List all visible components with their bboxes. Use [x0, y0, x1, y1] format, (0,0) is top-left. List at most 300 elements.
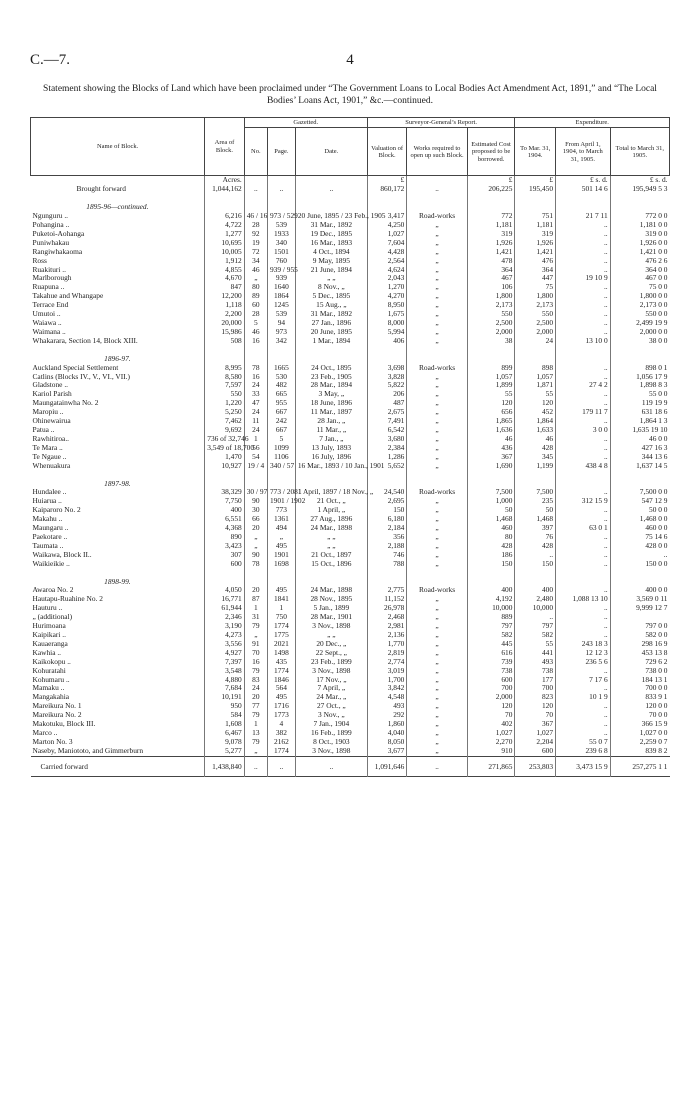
estimated-cost-cell: 120	[467, 702, 515, 711]
expenditure-to-cell: 1,864	[515, 417, 556, 426]
section-label: 1895-96—continued.	[86, 202, 149, 212]
expenditure-from-cell: ..	[556, 453, 611, 462]
estimated-cost-cell: 1,800	[467, 292, 515, 301]
brought-area: 1,044,162	[205, 185, 244, 194]
table-row	[31, 684, 670, 693]
area-cell: 38,329	[205, 488, 244, 497]
gazette-no-cell: 24	[244, 426, 267, 435]
table-row	[31, 631, 670, 640]
gazette-no-cell: 91	[244, 640, 267, 649]
block-name: Paekotare ..	[32, 531, 68, 541]
expenditure-to-cell: 452	[515, 408, 556, 417]
gazette-date-cell: 20 Dec., „	[295, 640, 367, 649]
gazette-no-cell: 92	[244, 230, 267, 239]
gazette-date-cell: „ „	[295, 274, 367, 283]
area-cell: 1,470	[205, 453, 244, 462]
expenditure-from-cell: ..	[556, 542, 611, 551]
expenditure-from-cell: 7 17 6	[556, 676, 611, 685]
table-row	[31, 595, 670, 604]
gazette-no-cell: 54	[244, 453, 267, 462]
table-row	[31, 426, 670, 435]
expenditure-to-cell: 441	[515, 649, 556, 658]
brought-forward-row: Brought forward 1,044,162 .. .. .. 860,172 .. 206,225 195,450 501 14 6 195,949 5 3	[31, 185, 670, 194]
valuation-cell: 1,270	[367, 283, 406, 292]
expenditure-total-cell: 427 16 3	[610, 444, 669, 453]
gazette-date-cell: 31 Mar., 1892	[295, 310, 367, 319]
estimated-cost-cell: 1,636	[467, 426, 515, 435]
expenditure-from-cell: ..	[556, 506, 611, 515]
table-row	[31, 462, 670, 471]
expenditure-from-cell: ..	[556, 319, 611, 328]
expenditure-from-cell: ..	[556, 711, 611, 720]
section-header	[31, 346, 670, 364]
gazette-page-cell: 1901 / 1902	[267, 497, 295, 506]
expenditure-total-cell: ..	[610, 551, 669, 560]
gazette-date-cell: 24 Mar., 1898	[295, 524, 367, 533]
block-name: Marlborough	[32, 273, 72, 283]
expenditure-from-cell: ..	[556, 230, 611, 239]
area-cell: 1,220	[205, 399, 244, 408]
block-name: Rawhitiroa..	[32, 433, 70, 443]
expenditure-total-cell: 1,056 17 9	[610, 373, 669, 382]
expenditure-to-cell: 1,871	[515, 381, 556, 390]
expenditure-total-cell: 55 0 0	[610, 390, 669, 399]
works-cell: „	[407, 328, 467, 337]
block-name: Kohuratahi	[32, 665, 66, 675]
block-name: Gladstone ..	[32, 380, 69, 390]
expenditure-total-cell: 476 2 6	[610, 257, 669, 266]
col-valuation: Valuation of Block.	[367, 128, 406, 176]
block-name: Maropiu ..	[32, 407, 64, 417]
expenditure-total-cell: 1,864 1 3	[610, 417, 669, 426]
expenditure-to-cell: 2,500	[515, 319, 556, 328]
expenditure-to-cell: 55	[515, 390, 556, 399]
expenditure-total-cell: 833 9 1	[610, 693, 669, 702]
page-number: 4	[346, 52, 354, 68]
expenditure-to-cell: 50	[515, 506, 556, 515]
works-cell: „	[407, 622, 467, 631]
block-name: Auckland Special Settlement	[32, 362, 119, 372]
valuation-cell: 406	[367, 337, 406, 346]
estimated-cost-cell: 797	[467, 622, 515, 631]
gazette-page-cell: 1	[267, 604, 295, 613]
col-page: Page.	[267, 128, 295, 176]
table-footer	[31, 756, 670, 776]
gazette-no-cell: 24	[244, 684, 267, 693]
gazette-page-cell: 1245	[267, 301, 295, 310]
col-gazetted: Gazetted.	[244, 118, 367, 128]
expenditure-total-cell: 38 0 0	[610, 337, 669, 346]
block-name: Ross	[32, 255, 47, 265]
gazette-no-cell: 1	[244, 720, 267, 729]
expenditure-total-cell: 1,635 19 10	[610, 426, 669, 435]
expenditure-from-cell: 243 18 3	[556, 640, 611, 649]
section-header	[31, 569, 670, 587]
expenditure-from-cell: 12 12 3	[556, 649, 611, 658]
block-name: Te Ngaue ..	[32, 451, 67, 461]
expenditure-to-cell: 550	[515, 310, 556, 319]
expenditure-total-cell: 1,926 0 0	[610, 239, 669, 248]
expenditure-from-cell: ..	[556, 613, 611, 622]
expenditure-from-cell: 179 11 7	[556, 408, 611, 417]
estimated-cost-cell: 106	[467, 283, 515, 292]
expenditure-from-cell: ..	[556, 257, 611, 266]
expenditure-to-cell: 600	[515, 747, 556, 756]
expenditure-from-cell: ..	[556, 399, 611, 408]
area-cell: 10,191	[205, 693, 244, 702]
gazette-date-cell: 23 Feb., 1905	[295, 373, 367, 382]
gazette-date-cell: 8 Nov., „	[295, 283, 367, 292]
expenditure-from-cell: ..	[556, 729, 611, 738]
expenditure-from-cell: ..	[556, 292, 611, 301]
estimated-cost-cell: 400	[467, 586, 515, 595]
gazette-page-cell: 1716	[267, 702, 295, 711]
block-name: Kohumaru ..	[32, 674, 70, 684]
block-name: Hurimoana	[32, 621, 66, 631]
gazette-no-cell: 16	[244, 337, 267, 346]
gazette-date-cell: 22 Sept., „	[295, 649, 367, 658]
valuation-cell: 788	[367, 560, 406, 569]
block-name: Waikieikie ..	[32, 558, 70, 568]
gazette-no-cell: 34	[244, 257, 267, 266]
area-cell: 950	[205, 702, 244, 711]
expenditure-to-cell: 1,199	[515, 462, 556, 471]
valuation-cell: 4,624	[367, 266, 406, 275]
expenditure-total-cell: 9,999 12 7	[610, 604, 669, 613]
works-cell: „	[407, 515, 467, 524]
gazette-date-cell: 8 Oct., 1903	[295, 738, 367, 747]
expenditure-from-cell: ..	[556, 488, 611, 497]
works-cell: „	[407, 248, 467, 257]
valuation-cell: 2,468	[367, 613, 406, 622]
estimated-cost-cell: 889	[467, 613, 515, 622]
estimated-cost-cell: 582	[467, 631, 515, 640]
gazette-date-cell: 31 Mar., 1892	[295, 221, 367, 230]
expenditure-to-cell: 7,500	[515, 488, 556, 497]
carried-from: 3,473 15 9	[556, 756, 611, 776]
estimated-cost-cell: 1,057	[467, 373, 515, 382]
estimated-cost-cell: 1,468	[467, 515, 515, 524]
expenditure-to-cell: 2,480	[515, 595, 556, 604]
estimated-cost-cell: 738	[467, 667, 515, 676]
gazette-no-cell: 79	[244, 622, 267, 631]
table-row	[31, 729, 670, 738]
brought-from: 501 14 6	[556, 185, 611, 194]
gazette-no-cell: 11	[244, 417, 267, 426]
table-row	[31, 497, 670, 506]
works-cell: „	[407, 453, 467, 462]
expenditure-to-cell: ..	[515, 551, 556, 560]
table-row	[31, 488, 670, 497]
valuation-cell: 2,136	[367, 631, 406, 640]
valuation-cell: 7,604	[367, 239, 406, 248]
gazette-no-cell: 79	[244, 667, 267, 676]
gazette-no-cell: 24	[244, 381, 267, 390]
gazette-date-cell: 13 July, 1893	[295, 444, 367, 453]
gazette-page-cell: 760	[267, 257, 295, 266]
works-cell: „	[407, 542, 467, 551]
expenditure-to-cell: 319	[515, 230, 556, 239]
carried-est: 271,865	[467, 756, 515, 776]
area-cell: 2,200	[205, 310, 244, 319]
expenditure-to-cell: 738	[515, 667, 556, 676]
expenditure-from-cell: ..	[556, 310, 611, 319]
area-cell: 4,368	[205, 524, 244, 533]
expenditure-from-cell: 27 4 2	[556, 381, 611, 390]
valuation-cell: 3,019	[367, 667, 406, 676]
area-cell: 307	[205, 551, 244, 560]
expenditure-from-cell: ..	[556, 373, 611, 382]
expenditure-to-cell: 1,468	[515, 515, 556, 524]
unit-from: £ s. d.	[556, 176, 611, 185]
expenditure-to-cell: 55	[515, 640, 556, 649]
gazette-page-cell: 973	[267, 328, 295, 337]
estimated-cost-cell: 402	[467, 720, 515, 729]
gazette-date-cell: 16 Mar., 1893 / 10 Jan., 1901	[295, 462, 367, 471]
expenditure-total-cell: 119 19 9	[610, 399, 669, 408]
works-cell: „	[407, 595, 467, 604]
table-row	[31, 292, 670, 301]
expenditure-from-cell: 19 10 9	[556, 274, 611, 283]
valuation-cell: 1,700	[367, 676, 406, 685]
expenditure-to-cell: 150	[515, 560, 556, 569]
statement-caption: Statement showing the Blocks of Land which have been proclaimed under “The Government Loans to Local Bodies Act Amendment Act, 1891,” and “The Local Bodies’ Loans Act, 1901,” &c.—continued.	[43, 84, 657, 106]
expenditure-from-cell: ..	[556, 283, 611, 292]
expenditure-to-cell: 823	[515, 693, 556, 702]
valuation-cell: 1,027	[367, 230, 406, 239]
area-cell: 3,549 of 18,700	[205, 444, 244, 453]
expenditure-from-cell: ..	[556, 221, 611, 230]
valuation-cell: 2,043	[367, 274, 406, 283]
estimated-cost-cell: 600	[467, 676, 515, 685]
works-cell: „	[407, 560, 467, 569]
gazette-page-cell: 1501	[267, 248, 295, 257]
block-name: Kaikokopu ..	[32, 656, 71, 666]
expenditure-total-cell: 50 0 0	[610, 506, 669, 515]
works-cell: „	[407, 667, 467, 676]
works-cell: „	[407, 551, 467, 560]
gazette-date-cell: 1 Mar., 1894	[295, 337, 367, 346]
area-cell: 4,670	[205, 274, 244, 283]
expenditure-from-cell: 236 5 6	[556, 658, 611, 667]
block-name: Awaroa No. 2	[32, 585, 74, 595]
gazette-page-cell: 2162	[267, 738, 295, 747]
valuation-cell: 2,184	[367, 524, 406, 533]
section-label: 1896-97.	[104, 353, 131, 363]
works-cell: „	[407, 301, 467, 310]
expenditure-from-cell: ..	[556, 301, 611, 310]
valuation-cell: 2,564	[367, 257, 406, 266]
gazette-date-cell: 11 Mar., 1897	[295, 408, 367, 417]
expenditure-to-cell: 751	[515, 212, 556, 221]
gazette-no-cell: 78	[244, 364, 267, 373]
expenditure-total-cell: 1,898 8 3	[610, 381, 669, 390]
gazette-date-cell: 11 Mar., „	[295, 426, 367, 435]
gazette-date-cell: 27 Jan., 1896	[295, 319, 367, 328]
area-cell: 3,190	[205, 622, 244, 631]
gazette-page-cell: 1841	[267, 595, 295, 604]
gazette-date-cell: 19 Dec., 1895	[295, 230, 367, 239]
expenditure-to-cell: 582	[515, 631, 556, 640]
valuation-cell: 3,417	[367, 212, 406, 221]
gazette-date-cell: 23 Feb., 1899	[295, 658, 367, 667]
works-cell: „	[407, 497, 467, 506]
works-cell: Road-works	[407, 488, 467, 497]
estimated-cost-cell: 10,000	[467, 604, 515, 613]
carried-to: 253,803	[515, 756, 556, 776]
works-cell: „	[407, 631, 467, 640]
works-cell: „	[407, 337, 467, 346]
expenditure-from-cell: ..	[556, 533, 611, 542]
unit-val: £	[367, 176, 406, 185]
brought-val: 860,172	[367, 185, 406, 194]
works-cell: „	[407, 533, 467, 542]
area-cell: 847	[205, 283, 244, 292]
gazette-page-cell: 340	[267, 239, 295, 248]
expenditure-from-cell: ..	[556, 444, 611, 453]
expenditure-to-cell: 70	[515, 711, 556, 720]
gazette-date-cell: 5 Jan., 1899	[295, 604, 367, 613]
gazette-no-cell: 33	[244, 390, 267, 399]
estimated-cost-cell: 367	[467, 453, 515, 462]
estimated-cost-cell: 55	[467, 390, 515, 399]
table-row	[31, 667, 670, 676]
estimated-cost-cell: 2,173	[467, 301, 515, 310]
area-cell: 508	[205, 337, 244, 346]
area-cell: 16,771	[205, 595, 244, 604]
gazette-date-cell: 24 Mar., 1898	[295, 586, 367, 595]
gazette-page-cell: 1774	[267, 747, 295, 756]
gazette-page-cell: 242	[267, 417, 295, 426]
gazette-no-cell: 87	[244, 595, 267, 604]
estimated-cost-cell: 739	[467, 658, 515, 667]
works-cell: „	[407, 381, 467, 390]
gazette-no-cell: 5	[244, 319, 267, 328]
estimated-cost-cell: 772	[467, 212, 515, 221]
area-cell: 10,927	[205, 462, 244, 471]
expenditure-to-cell: 10,000	[515, 604, 556, 613]
gazette-date-cell: 28 Mar., 1901	[295, 613, 367, 622]
works-cell: „	[407, 676, 467, 685]
valuation-cell: 11,152	[367, 595, 406, 604]
area-cell: 1,912	[205, 257, 244, 266]
expenditure-total-cell: 772 0 0	[610, 212, 669, 221]
estimated-cost-cell: 467	[467, 274, 515, 283]
expenditure-total-cell: 75 14 6	[610, 533, 669, 542]
gazette-date-cell: 17 Nov., „	[295, 676, 367, 685]
works-cell: „	[407, 399, 467, 408]
works-cell: „	[407, 390, 467, 399]
valuation-cell: 2,384	[367, 444, 406, 453]
expenditure-from-cell: ..	[556, 239, 611, 248]
unit-est: £	[467, 176, 515, 185]
valuation-cell: 7,491	[367, 417, 406, 426]
area-cell: 584	[205, 711, 244, 720]
expenditure-to-cell: 46	[515, 435, 556, 444]
expenditure-total-cell: 2,499 19 9	[610, 319, 669, 328]
expenditure-total-cell: 298 16 9	[610, 640, 669, 649]
gazette-page-cell: 1099	[267, 444, 295, 453]
valuation-cell: 2,774	[367, 658, 406, 667]
block-name: Maungaru ..	[32, 523, 69, 533]
unit-to: £	[515, 176, 556, 185]
block-name: Marton No. 3	[32, 736, 73, 746]
estimated-cost-cell: 1,926	[467, 239, 515, 248]
gazette-no-cell: 72	[244, 248, 267, 257]
estimated-cost-cell: 319	[467, 230, 515, 239]
valuation-cell: 356	[367, 533, 406, 542]
gazette-date-cell: 16 Mar., 1893	[295, 239, 367, 248]
estimated-cost-cell: 2,000	[467, 693, 515, 702]
block-name: Whakarara, Section 14, Block XIII.	[32, 335, 138, 345]
block-name: Ruapuna ..	[32, 282, 65, 292]
gazette-date-cell: 3 Nov., 1898	[295, 747, 367, 756]
table-body	[31, 176, 670, 756]
gazette-no-cell: 30	[244, 506, 267, 515]
expenditure-to-cell: 120	[515, 702, 556, 711]
works-cell: „	[407, 729, 467, 738]
estimated-cost-cell: 478	[467, 257, 515, 266]
gazette-date-cell: „ „	[295, 533, 367, 542]
expenditure-to-cell: 797	[515, 622, 556, 631]
gazette-page-cell: 530	[267, 373, 295, 382]
gazette-date-cell: 5 Dec., 1895	[295, 292, 367, 301]
block-name: Waikawa, Block II..	[32, 549, 92, 559]
table-row	[31, 693, 670, 702]
expenditure-total-cell: 797 0 0	[610, 622, 669, 631]
gazette-page-cell: 539	[267, 221, 295, 230]
expenditure-from-cell: ..	[556, 702, 611, 711]
area-cell: 6,551	[205, 515, 244, 524]
area-cell: 6,467	[205, 729, 244, 738]
gazette-date-cell: 18 June, 1896	[295, 399, 367, 408]
expenditure-to-cell: 2,000	[515, 328, 556, 337]
gazette-page-cell: 495	[267, 542, 295, 551]
expenditure-from-cell: 13 10 0	[556, 337, 611, 346]
valuation-cell: 2,675	[367, 408, 406, 417]
gazette-no-cell: 28	[244, 310, 267, 319]
gazette-no-cell: 20	[244, 586, 267, 595]
block-name: Taumata ..	[32, 540, 64, 550]
gazette-no-cell: 13	[244, 729, 267, 738]
valuation-cell: 150	[367, 506, 406, 515]
gazette-page-cell: 482	[267, 381, 295, 390]
expenditure-total-cell: 700 0 0	[610, 684, 669, 693]
estimated-cost-cell: 150	[467, 560, 515, 569]
gazette-date-cell: 20 June, 1895 / 23 Feb., 1905	[295, 212, 367, 221]
gazette-date-cell: 24 Mar., „	[295, 693, 367, 702]
block-name: Mamaku ..	[32, 683, 65, 693]
block-name: „ (additional)	[32, 612, 73, 622]
expenditure-total-cell: 366 15 9	[610, 720, 669, 729]
table-row	[31, 622, 670, 631]
works-cell: „	[407, 506, 467, 515]
estimated-cost-cell: 1,865	[467, 417, 515, 426]
gazette-page-cell: 1698	[267, 560, 295, 569]
valuation-cell: 746	[367, 551, 406, 560]
gazette-no-cell: 19	[244, 239, 267, 248]
estimated-cost-cell: 1,181	[467, 221, 515, 230]
area-cell: 2,346	[205, 613, 244, 622]
expenditure-from-cell: 239 6 8	[556, 747, 611, 756]
estimated-cost-cell: 460	[467, 524, 515, 533]
expenditure-from-cell: ..	[556, 435, 611, 444]
gazette-page-cell: 435	[267, 658, 295, 667]
gazette-page-cell: 495	[267, 586, 295, 595]
gazette-no-cell: 60	[244, 301, 267, 310]
estimated-cost-cell: 1,899	[467, 381, 515, 390]
valuation-cell: 6,180	[367, 515, 406, 524]
